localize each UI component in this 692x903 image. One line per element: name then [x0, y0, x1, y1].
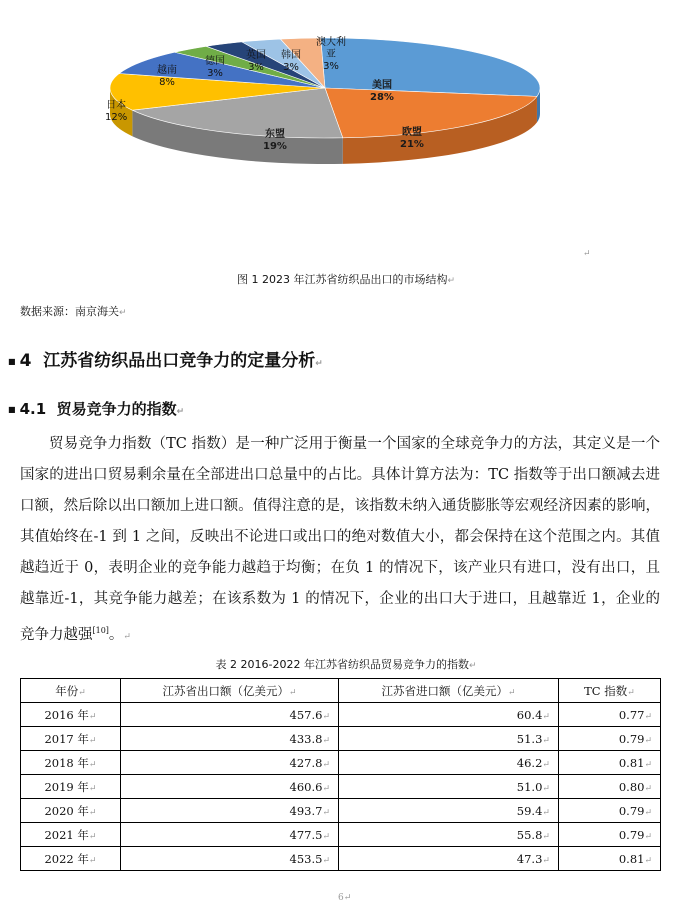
cell-export: 477.5↵ [120, 823, 338, 847]
cell-tc: 0.80↵ [558, 775, 660, 799]
cell-year: 2018 年↵ [21, 751, 121, 775]
cell-tc: 0.79↵ [558, 823, 660, 847]
cell-tc: 0.77↵ [558, 703, 660, 727]
pie-label-germany: 德国 3% [205, 56, 225, 79]
pie-label-vietnam: 越南 8% [157, 65, 177, 88]
table-row [21, 751, 661, 775]
pie-slice-usa [321, 38, 540, 96]
cell-year: 2017 年↵ [21, 727, 121, 751]
paragraph-mark: ↵ [583, 249, 591, 259]
pie-label-usa: 美国 28% [370, 80, 394, 103]
pie-label-japan: 日本 12% [105, 100, 128, 123]
cell-import: 46.2↵ [339, 751, 559, 775]
cell-import: 51.3↵ [339, 727, 559, 751]
body-paragraph: 贸易竞争力指数（TC 指数）是一种广泛用于衡量一个国家的全球竞争力的方法，其定义是一个国家的进出口贸易剩余量在全部进出口总量中的占比。具体计算方法为：TC 指数等于出口额减去进口额，然后除以出口额加上进口额。值得注意的是，该指数未纳入通货膨胀等宏观经济因素的影响，其值始终在-1 到 1 之间，反映出不论进口或出口的绝对数值大小，都会保持在这个范围之内。其值越趋近于 0，表明企业的竞争能力越趋于均衡；在负 1 的情况下，该产业只有进口，没有出口，且越靠近-1，其竞争能力越差；在该系数为 1 的情况下，企业的出口大于进口，且越靠近 1，企业的竞争力越强[10]。↵ [20, 436, 660, 643]
table-caption: 表 2 2016-2022 年江苏省纺织品贸易竞争力的指数↵ [215, 658, 477, 671]
pie-label-australia: 澳大利 亚 3% [316, 37, 346, 72]
pie-label-korea: 韩国 3% [281, 50, 301, 73]
cell-year: 2022 年↵ [21, 847, 121, 871]
table-row [21, 823, 661, 847]
section-heading-4-1: ■ 4.1 贸易竞争力的指数↵ [8, 400, 185, 418]
cell-tc: 0.81↵ [558, 751, 660, 775]
section-heading-4: ■ 4 江苏省纺织品出口竞争力的定量分析↵ [8, 351, 323, 371]
cell-export: 457.6↵ [120, 703, 338, 727]
header-year: 年份↵ [21, 679, 121, 703]
cell-import: 55.8↵ [339, 823, 559, 847]
cell-import: 59.4↵ [339, 799, 559, 823]
cell-import: 51.0↵ [339, 775, 559, 799]
cell-export: 460.6↵ [120, 775, 338, 799]
cell-export: 453.5↵ [120, 847, 338, 871]
cell-tc: 0.79↵ [558, 727, 660, 751]
table-row [21, 703, 661, 727]
cell-import: 47.3↵ [339, 847, 559, 871]
cell-tc: 0.79↵ [558, 799, 660, 823]
cell-year: 2020 年↵ [21, 799, 121, 823]
data-source: 数据来源：南京海关↵ [20, 305, 127, 318]
pie-label-eu: 欧盟 21% [400, 127, 424, 150]
cell-tc: 0.81↵ [558, 847, 660, 871]
cell-export: 427.8↵ [120, 751, 338, 775]
cell-year: 2019 年↵ [21, 775, 121, 799]
citation: [10] [92, 626, 109, 635]
table-row [21, 727, 661, 751]
pie-label-asean: 东盟 19% [263, 129, 287, 152]
cell-year: 2021 年↵ [21, 823, 121, 847]
cell-year: 2016 年↵ [21, 703, 121, 727]
figure-caption: 图 1 2023 年江苏省纺织品出口的市场结构↵ [236, 273, 456, 286]
cell-export: 493.7↵ [120, 799, 338, 823]
cell-import: 60.4↵ [339, 703, 559, 727]
pie-label-uk: 英国 3% [246, 50, 266, 73]
table-header-row [21, 679, 661, 703]
table-row [21, 775, 661, 799]
header-import: 江苏省进口额（亿美元）↵ [339, 679, 559, 703]
tc-index-table [20, 678, 661, 871]
table-row [21, 847, 661, 871]
page-number: 6↵ [338, 893, 352, 903]
header-export: 江苏省出口额（亿美元）↵ [120, 679, 338, 703]
table-row [21, 799, 661, 823]
header-tc: TC 指数↵ [558, 679, 660, 703]
cell-export: 433.8↵ [120, 727, 338, 751]
